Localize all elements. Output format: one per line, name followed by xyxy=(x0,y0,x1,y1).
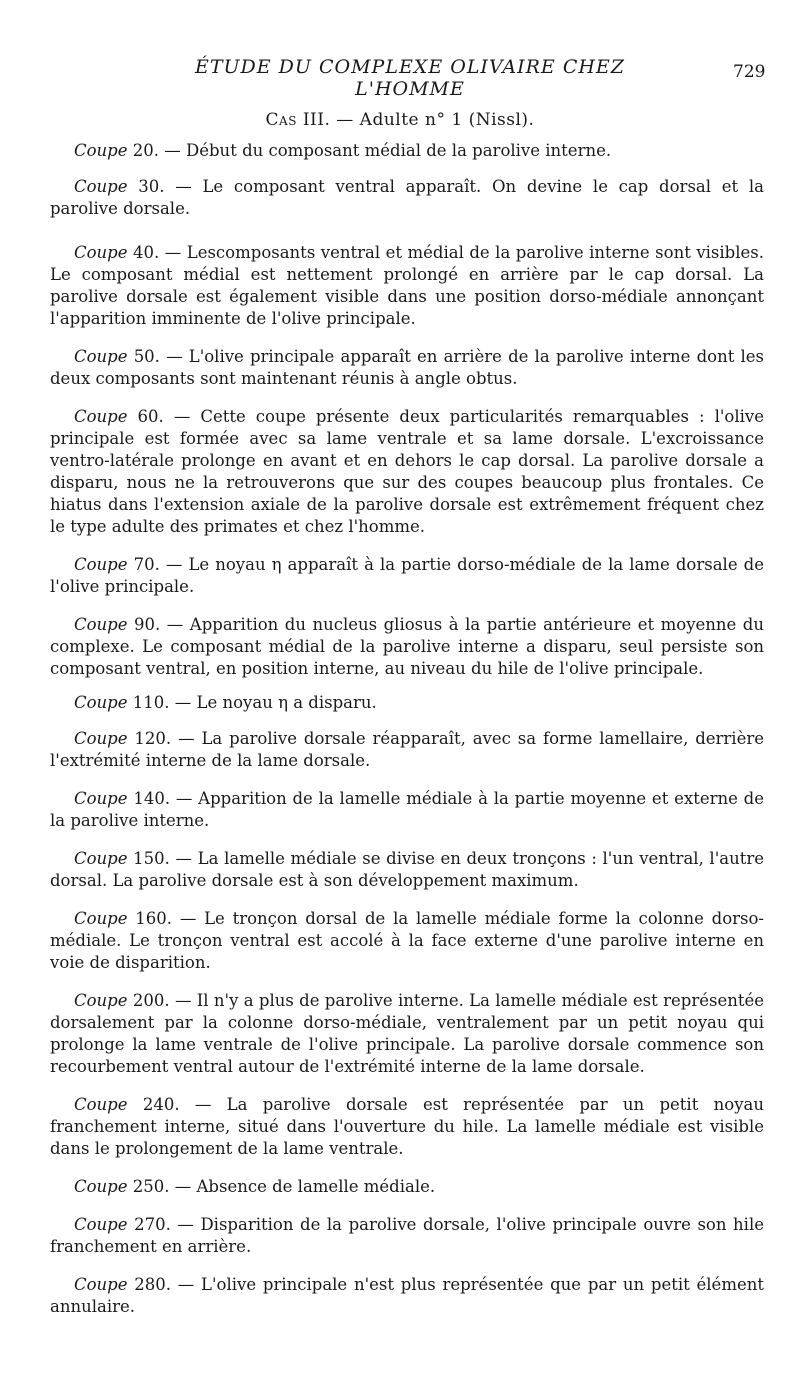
entry-number: 20. xyxy=(132,141,160,160)
entry-paragraph xyxy=(50,692,764,714)
entry-label: Coupe xyxy=(74,1215,128,1234)
entry-paragraph xyxy=(50,728,764,772)
entry-paragraph xyxy=(50,1274,764,1318)
entry-label: Coupe xyxy=(74,141,128,160)
entry-paragraph xyxy=(50,908,764,974)
entry-paragraph xyxy=(50,140,764,162)
entry-number: 50. xyxy=(133,347,160,366)
running-title: ÉTUDE DU COMPLEXE OLIVAIRE CHEZ L'HOMME xyxy=(194,56,625,100)
entry-label: Coupe xyxy=(74,1095,128,1114)
case-prefix: Cas xyxy=(265,110,297,130)
entry-label: Coupe xyxy=(74,243,128,262)
entry-text: — Il n'y a plus de parolive interne. La lamelle médiale est représentée dorsalement par la colonne dorso-médiale, ventralement par un petit noyau qui prolonge la lame ventrale de l'olive principale. La parolive dorsale commence son recourbement ventral autour de l'extrémité interne de la lame dorsale. xyxy=(50,991,764,1076)
entry-text: — La parolive dorsale est représentée par un petit noyau franchement interne, situé dans l'ouverture du hile. La lamelle médiale est visible dans le prolongement de la lame ventrale. xyxy=(50,1095,764,1158)
section-entries xyxy=(50,140,764,1318)
entry-text: — La lamelle médiale se divise en deux tronçons : l'un ventral, l'autre dorsal. La parolive dorsale est à son développement maximum. xyxy=(50,849,764,890)
entry-number: 120. xyxy=(134,729,172,748)
entry-label: Coupe xyxy=(74,615,128,634)
entry-text: — Apparition de la lamelle médiale à la partie moyenne et externe de la parolive interne. xyxy=(50,789,765,830)
page-number: 729 xyxy=(733,62,766,82)
entry-number: 90. xyxy=(134,615,161,634)
entry-number: 30. xyxy=(138,177,165,196)
entry-paragraph xyxy=(50,848,764,892)
entry-paragraph xyxy=(50,406,764,538)
entry-text: — Absence de lamelle médiale. xyxy=(169,1177,436,1196)
entry-label: Coupe xyxy=(74,991,128,1010)
entry-number: 150. xyxy=(133,849,170,868)
case-heading xyxy=(0,110,800,130)
entry-label: Coupe xyxy=(74,909,128,928)
entry-text: — Début du composant médial de la parolive interne. xyxy=(159,141,612,160)
entry-text: — Le noyau η a disparu. xyxy=(169,693,377,712)
entry-text: — Le noyau η apparaît à la partie dorso-médiale de la lame dorsale de l'olive principale. xyxy=(50,555,764,596)
entry-label: Coupe xyxy=(74,1177,128,1196)
case-title-text: III. — Adulte n° 1 (Nissl). xyxy=(296,110,535,130)
entry-number: 40. xyxy=(133,243,160,262)
entry-number: 280. xyxy=(134,1275,172,1294)
entry-label: Coupe xyxy=(74,1275,128,1294)
entry-paragraph xyxy=(50,614,764,680)
entry-paragraph xyxy=(50,176,764,220)
entry-label: Coupe xyxy=(74,729,128,748)
entry-text: — Le composant ventral apparaît. On devine le cap dorsal et la parolive dorsale. xyxy=(50,177,764,218)
entry-paragraph xyxy=(50,242,764,330)
entry-text: — Le tronçon dorsal de la lamelle médiale forme la colonne dorso-médiale. Le tronçon ventral est accolé à la face externe d'une parolive interne en voie de disparition. xyxy=(50,909,765,972)
entry-text: — La parolive dorsale réapparaît, avec sa forme lamellaire, derrière l'extrémité interne de la lame dorsale. xyxy=(50,729,765,770)
entry-number: 200. xyxy=(132,991,170,1010)
entry-paragraph xyxy=(50,990,764,1078)
entry-text: — Cette coupe présente deux particularités remarquables : l'olive principale est formée avec sa lame ventrale et sa lame dorsale. L'excroissance ventro-latérale prolonge en avant et en dehors le cap dorsal. La parolive dorsale a disparu, nous ne la retrouverons que sur des coupes beaucoup plus frontales. Ce hiatus dans l'extension axiale de la parolive dorsale est extrêmement fréquent chez le type adulte des primates et chez l'homme. xyxy=(50,407,765,536)
entry-number: 110. xyxy=(132,693,170,712)
entry-text: — Disparition de la parolive dorsale, l'olive principale ouvre son hile franchement en arrière. xyxy=(50,1215,764,1256)
entry-text: — Lescomposants ventral et médial de la parolive interne sont visibles. Le composant médial est nettement prolongé en arrière par le cap dorsal. La parolive dorsale est également visible dans une position dorso-médiale annonçant l'apparition imminente de l'olive principale. xyxy=(50,243,764,328)
entry-paragraph xyxy=(50,554,764,598)
entry-number: 70. xyxy=(133,555,160,574)
entry-label: Coupe xyxy=(74,555,128,574)
entry-text: — L'olive principale n'est plus représentée que par un petit élément annulaire. xyxy=(50,1275,764,1316)
entry-number: 250. xyxy=(132,1177,170,1196)
entry-label: Coupe xyxy=(74,789,128,808)
entry-label: Coupe xyxy=(74,407,128,426)
entry-number: 270. xyxy=(134,1215,171,1234)
entry-number: 140. xyxy=(133,789,171,808)
entry-text: — Apparition du nucleus gliosus à la partie antérieure et moyenne du complexe. Le composant médial de la parolive interne a disparu, seul persiste son composant ventral, en position interne, au niveau du hile de l'olive principale. xyxy=(50,615,764,678)
entry-text: — L'olive principale apparaît en arrière de la parolive interne dont les deux composants sont maintenant réunis à angle obtus. xyxy=(50,347,765,388)
entry-paragraph xyxy=(50,788,764,832)
entry-number: 160. xyxy=(135,909,173,928)
entry-number: 240. xyxy=(142,1095,180,1114)
entry-paragraph xyxy=(50,346,764,390)
entry-label: Coupe xyxy=(74,177,128,196)
entry-paragraph xyxy=(50,1094,764,1160)
entry-label: Coupe xyxy=(74,693,128,712)
entry-paragraph xyxy=(50,1214,764,1258)
entry-label: Coupe xyxy=(74,849,128,868)
entry-number: 60. xyxy=(137,407,164,426)
entry-paragraph xyxy=(50,1176,764,1198)
entry-label: Coupe xyxy=(74,347,128,366)
